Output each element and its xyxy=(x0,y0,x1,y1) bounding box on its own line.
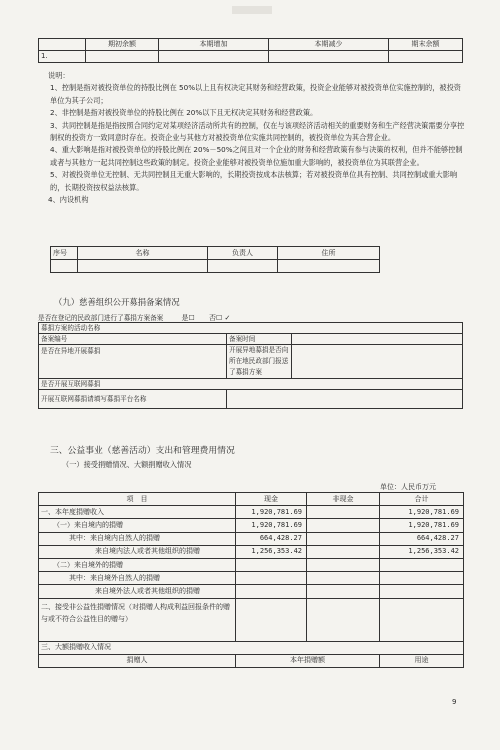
field-label: 开展异地募捐是否向所在地民政部门报送了募捐方案 xyxy=(227,345,292,379)
noncash-value xyxy=(307,572,380,585)
table-cell xyxy=(51,260,78,273)
table-row xyxy=(39,558,464,571)
field-label: 募捐方案的活动名称 xyxy=(39,323,463,334)
unit-label: 单位：人民币万元 xyxy=(380,483,436,491)
table-row xyxy=(39,39,463,51)
table-cell xyxy=(78,260,208,273)
table-row xyxy=(51,260,380,273)
row-label: 来自境内法人或者其他组织的捐赠 xyxy=(39,545,236,558)
row-label: 其中：来自境内自然人的捐赠 xyxy=(39,532,236,545)
noncash-value xyxy=(307,558,380,571)
field-label: 开展互联网募捐请填写募捐平台名称 xyxy=(39,390,227,409)
table-row xyxy=(39,572,464,585)
row-label: 一、本年度捐赠收入 xyxy=(39,506,236,519)
table-header-cell: 捐赠人 xyxy=(39,654,236,667)
noncash-value xyxy=(307,532,380,545)
row-label: （一）来自境内的捐赠 xyxy=(39,519,236,532)
table-cell xyxy=(292,334,463,345)
note-item: 5、对被投资单位无控制、无共同控制且无重大影响的，长期投资按成本法核算；若对被投资单位具有控制、共同控制或重大影响的，长期投资按权益法核算。 xyxy=(50,170,458,192)
cash-value xyxy=(236,558,307,571)
table-row xyxy=(39,519,464,532)
total-value xyxy=(380,558,464,571)
table-row xyxy=(39,390,463,409)
field-label: 备案编号 xyxy=(39,334,227,345)
table-row xyxy=(39,532,464,545)
row-index: 1. xyxy=(39,51,86,63)
page-number: 9 xyxy=(452,698,457,706)
table-header-cell: 本年捐赠额 xyxy=(236,654,380,667)
section-9-title: （九）慈善组织公开募捐备案情况 xyxy=(54,297,180,307)
noncash-value xyxy=(307,545,380,558)
table-row xyxy=(39,585,464,598)
table-header-cell: 名称 xyxy=(78,247,208,260)
row-label: 三、大额捐赠收入情况 xyxy=(39,641,464,654)
noncash-value xyxy=(307,506,380,519)
row-label: 来自境外法人或者其他组织的捐赠 xyxy=(39,585,236,598)
table-header-cell: 本期增加 xyxy=(159,39,269,51)
table-row xyxy=(39,598,464,641)
table-row xyxy=(39,345,463,379)
noncash-value xyxy=(307,519,380,532)
cash-value xyxy=(236,585,307,598)
table-header-cell: 期初余额 xyxy=(86,39,159,51)
table-row xyxy=(39,641,464,654)
scan-mark xyxy=(232,6,272,14)
donation-table xyxy=(38,492,464,668)
cash-value: 664,428.27 xyxy=(236,532,307,545)
total-value: 1,920,781.69 xyxy=(380,506,464,519)
total-value xyxy=(380,572,464,585)
table-cell xyxy=(39,39,86,51)
field-label: 是否开展互联网募捐 xyxy=(39,379,463,390)
table-cell xyxy=(269,51,389,63)
table-header-cell: 现金 xyxy=(236,493,307,506)
no-checkbox-checked[interactable]: 否☐ ✓ xyxy=(209,314,231,322)
note-item: 4、重大影响是指对被投资单位的持股比例在 20%－50%之间且对一个企业的财务和经营政策有参与决策的权利，但并不能够控制或者与其他方一起共同控制这些政策的制定。投资企业能够对被投资单位施加重大影响的，被投资单位为其联营企业。 xyxy=(50,145,463,167)
table-cell xyxy=(307,598,380,641)
note-item: 3、共同控制是指是指按照合同约定对某项经济活动所共有的控制，仅在与该项经济活动相关的重要财务和生产经营决策需要分享控制权的投资方一致同意时存在。投资企业与其他方对被投资单位实施共同控制的，被投资单位为其合营企业。 xyxy=(50,120,465,143)
table-header-cell: 项 目 xyxy=(39,493,236,506)
note-item: 1、控制是指对被投资单位的持股比例在 50%以上且有权决定其财务和经营政策，投资企业能够对被投资单位实施控制的，被投资单位为其子公司； xyxy=(50,83,461,105)
sub-heading: 4、内设机构 xyxy=(48,195,89,205)
section-3-subtitle: （一）接受捐赠情况、大额捐赠收入情况 xyxy=(62,460,192,469)
field-label: 备案时间 xyxy=(227,334,292,345)
table-header-cell: 本期减少 xyxy=(269,39,389,51)
table-row xyxy=(39,545,464,558)
table-row xyxy=(39,51,463,63)
notes-label: 说明： xyxy=(48,71,70,80)
total-value: 1,256,353.42 xyxy=(380,545,464,558)
table-row xyxy=(39,334,463,345)
table-cell xyxy=(380,598,464,641)
cash-value: 1,920,781.69 xyxy=(236,506,307,519)
table-cell xyxy=(208,260,278,273)
table-cell xyxy=(389,51,463,63)
fundraising-table xyxy=(38,322,463,409)
yes-checkbox[interactable]: 是☐ xyxy=(181,314,195,322)
row-label: 其中：来自境外自然人的捐赠 xyxy=(39,572,236,585)
table-row xyxy=(39,323,463,334)
total-value xyxy=(380,585,464,598)
table-row xyxy=(39,379,463,390)
table-header-cell: 序号 xyxy=(51,247,78,260)
total-value: 1,920,781.69 xyxy=(380,519,464,532)
table-row xyxy=(39,654,464,667)
table-cell xyxy=(159,51,269,63)
table-row xyxy=(39,493,464,506)
note-item: 2、非控制是指对被投资单位的持股比例在 20%以下且无权决定其财务和经营政策。 xyxy=(50,108,318,118)
cash-value xyxy=(236,572,307,585)
cash-value: 1,920,781.69 xyxy=(236,519,307,532)
table-header-cell: 住所 xyxy=(278,247,380,260)
table-header-cell: 用途 xyxy=(380,654,464,667)
table-cell xyxy=(227,390,463,409)
row-label: （二）来自境外的捐赠 xyxy=(39,558,236,571)
table-cell xyxy=(292,345,463,379)
investment-table xyxy=(38,38,463,63)
noncash-value xyxy=(307,585,380,598)
table-cell xyxy=(236,598,307,641)
table-header-cell: 期末余额 xyxy=(389,39,463,51)
table-cell xyxy=(278,260,380,273)
table-header-cell: 合计 xyxy=(380,493,464,506)
row-label: 二、接受非公益性捐赠情况（对捐赠人构成利益回报条件的赠与或不符合公益性目的赠与） xyxy=(39,598,236,641)
table-row xyxy=(51,247,380,260)
total-value: 664,428.27 xyxy=(380,532,464,545)
table-header-cell: 非现金 xyxy=(307,493,380,506)
notes-block xyxy=(38,70,468,206)
section-3-title: 三、公益事业（慈善活动）支出和管理费用情况 xyxy=(50,446,235,456)
table-row xyxy=(39,506,464,519)
table-header-cell: 负责人 xyxy=(208,247,278,260)
filing-question-text: 是否在登记的民政部门进行了募捐方案备案 xyxy=(38,314,164,322)
cash-value: 1,256,353.42 xyxy=(236,545,307,558)
field-label: 是否在异地开展募捐 xyxy=(39,345,227,379)
org-table xyxy=(50,246,380,273)
table-cell xyxy=(86,51,159,63)
